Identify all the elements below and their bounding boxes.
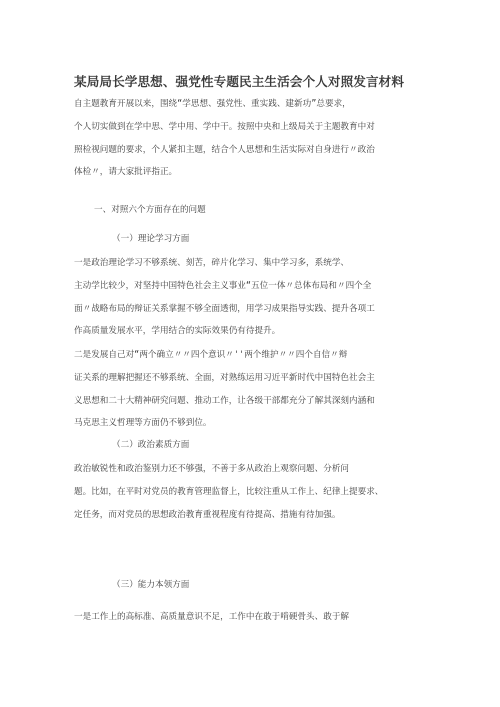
text-line: 证关系的理解把握还不够系统、全面，对熟练运用习近平新时代中国特色社会主 <box>74 372 375 383</box>
subsection-heading: （一）理论学习方面 <box>112 234 190 244</box>
body-paragraph <box>74 458 438 526</box>
text-line: 作高质量发展水平，学用结合的实际效果仍有待提升。 <box>74 326 281 337</box>
document-title: 某局局长学思想、强党性专题民主生活会个人对照发言材料 <box>74 74 405 89</box>
intro-paragraph <box>74 93 438 184</box>
text-line: 自主题教育开展以来，围绕“学思想、强党性、重实践、建新功”总要求， <box>74 99 351 109</box>
subsection-heading: （二）政治素质方面 <box>112 440 190 450</box>
text-line: 照检视问题的要求，个人紧扣主题，结合个人思想和生活实际对自身进行〃政治 <box>74 144 375 155</box>
text-line: 面〃战略布局的辩证关系掌握不够全面透彻，用学习成果指导实践、提升各项工 <box>74 303 375 314</box>
text-line: 体检〃，请大家批评指正。 <box>74 167 178 178</box>
subsection-heading: （三）能力本领方面 <box>112 580 190 590</box>
text-line: 个人切实做到在学中思、学中用、学中干。按照中央和上级局关于主题教育中对 <box>74 121 375 132</box>
section-heading: 一、对照六个方面存在的问题 <box>94 205 206 215</box>
text-line: 题。比如，在平时对党员的教育管理监督上，比较注重从工作上、纪律上提要求、 <box>74 486 384 497</box>
text-line: 政治敏锐性和政治鉴别力还不够强，不善于多从政治上观察问题、分析问 <box>74 464 350 474</box>
text-line: 定任务，而对党员的思想政治教育重视程度有待提高、措施有待加强。 <box>74 509 341 520</box>
body-paragraph <box>74 252 438 343</box>
body-paragraph <box>74 344 438 435</box>
text-line: 马克思主义哲理等方面仍不够到位。 <box>74 418 212 429</box>
body-paragraph <box>74 606 438 629</box>
text-line: 主动学比较少，对坚持中国特色社会主义事业“五位一体〃总体布局和〃四个全 <box>74 280 372 291</box>
text-line: 一是工作上的高标准、高质量意识不足，工作中在敢于啃硬骨头、敢于解 <box>74 612 350 622</box>
text-line: 二是发展自己对“两个确立〃〃四个意识〃''两个维护〃〃四个自信〃辩 <box>74 350 348 360</box>
text-line: 义思想和二十大精神研究问题、推动工作，让各级干部都充分了解其深刻内涵和 <box>74 395 375 406</box>
text-line: 一是政治理论学习不够系统、刻苦，碎片化学习、集中学习多，系统学、 <box>74 258 350 268</box>
